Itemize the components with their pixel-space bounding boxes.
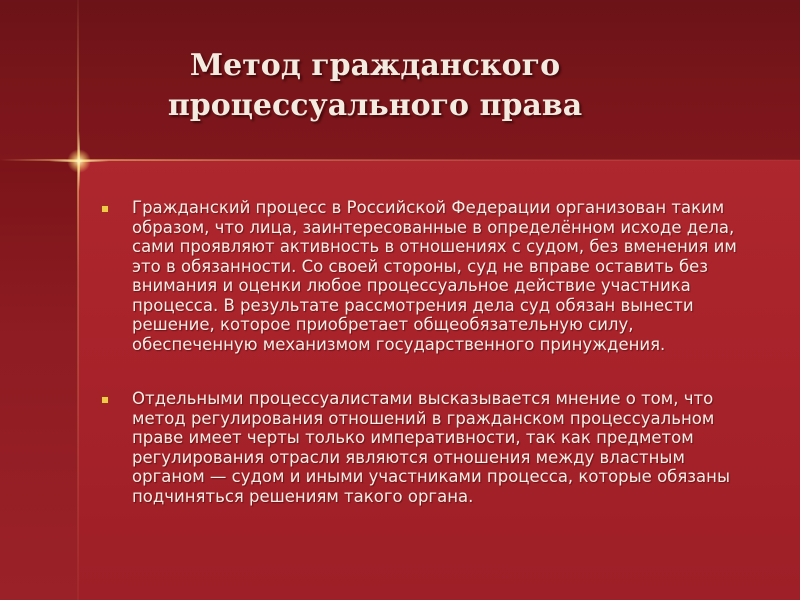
bullet-text: Отдельными процессуалистами высказывается мнение о том, что метод регулирования отношений в гражданском процессуальном праве имеет черты только императивности, так как предметом регулирования отрасли являются отношения между властным органом — судом и иными участниками процесса, которые обязаны подчиняться решениям такого органа. — [132, 389, 730, 506]
slide-title-line-2: процессуального права — [167, 88, 583, 123]
bullet-list — [100, 198, 760, 506]
vertical-accent-line — [77, 0, 79, 600]
square-bullet-icon — [102, 397, 108, 403]
square-bullet-icon — [102, 206, 108, 212]
slide-title — [80, 46, 670, 126]
horizontal-accent-line — [0, 159, 800, 161]
bullet-item — [100, 389, 760, 506]
left-decorative-strip — [0, 160, 78, 600]
bullet-text: Гражданский процесс в Российской Федерации организован таким образом, что лица, заинтересованные в определённом исходе дела, сами проявляют активность в отношениях с судом, без вменения им это в обязанности. Со своей стороны, суд не вправе оставить без внимания и оценки любое процессуальное действие участника процесса. В результате рассмотрения дела суд обязан вынести решение, которое приобретает общеобязательную силу, обеспеченную механизмом государственного принуждения. — [132, 198, 737, 354]
bullet-item — [100, 198, 760, 354]
slide-title-line-1: Метод гражданского — [189, 48, 561, 83]
